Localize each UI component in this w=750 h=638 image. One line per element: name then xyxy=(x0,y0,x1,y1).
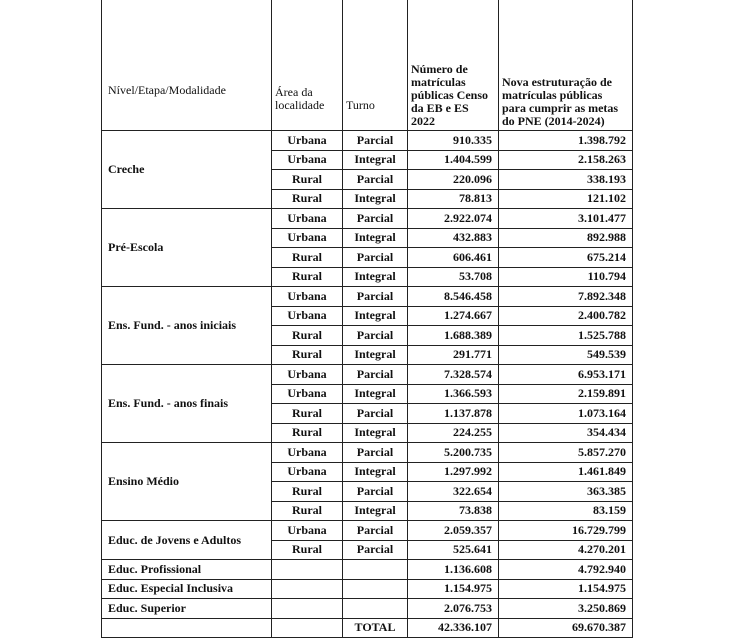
turno-cell: Integral xyxy=(343,228,408,248)
area-cell: Urbana xyxy=(272,228,343,248)
pne-cell: 4.792.940 xyxy=(499,560,633,580)
area-cell: Rural xyxy=(272,540,343,560)
census-cell: 1.688.389 xyxy=(408,326,499,346)
pne-cell: 1.525.788 xyxy=(499,326,633,346)
table-body xyxy=(102,131,633,638)
level-cell: Ensino Médio xyxy=(102,443,272,521)
level-cell: Educ. Superior xyxy=(102,599,272,619)
area-cell: Urbana xyxy=(272,365,343,385)
turno-cell: Integral xyxy=(343,306,408,326)
level-cell: Creche xyxy=(102,131,272,209)
total-empty-level xyxy=(102,618,272,638)
header-level: Nível/Etapa/Modalidade xyxy=(102,0,272,131)
table-row xyxy=(102,560,633,580)
turno-cell: Integral xyxy=(343,345,408,365)
pne-cell: 1.154.975 xyxy=(499,579,633,599)
level-cell: Educ. de Jovens e Adultos xyxy=(102,521,272,560)
pne-cell: 675.214 xyxy=(499,248,633,268)
pne-cell: 2.158.263 xyxy=(499,150,633,170)
header-census-2022: Número de matrículas públicas Censo da EB e ES 2022 xyxy=(408,0,499,131)
turno-cell: Parcial xyxy=(343,482,408,502)
pne-cell: 110.794 xyxy=(499,267,633,287)
total-pne: 69.670.387 xyxy=(499,618,633,638)
turno-cell: Parcial xyxy=(343,443,408,463)
turno-cell xyxy=(343,599,408,619)
census-cell: 78.813 xyxy=(408,189,499,209)
pne-cell: 5.857.270 xyxy=(499,443,633,463)
pne-cell: 16.729.799 xyxy=(499,521,633,541)
header-turno: Turno xyxy=(343,0,408,131)
pne-cell: 121.102 xyxy=(499,189,633,209)
area-cell: Urbana xyxy=(272,443,343,463)
census-cell: 5.200.735 xyxy=(408,443,499,463)
census-cell: 1.404.599 xyxy=(408,150,499,170)
area-cell: Urbana xyxy=(272,209,343,229)
area-cell: Rural xyxy=(272,482,343,502)
area-cell: Urbana xyxy=(272,306,343,326)
enrollment-table xyxy=(101,0,633,638)
turno-cell: Integral xyxy=(343,384,408,404)
pne-cell: 7.892.348 xyxy=(499,287,633,307)
census-cell: 1.137.878 xyxy=(408,404,499,424)
table-row xyxy=(102,365,633,385)
area-cell: Urbana xyxy=(272,150,343,170)
turno-cell: Parcial xyxy=(343,326,408,346)
area-cell xyxy=(272,599,343,619)
pne-cell: 549.539 xyxy=(499,345,633,365)
area-cell: Rural xyxy=(272,423,343,443)
turno-cell: Parcial xyxy=(343,521,408,541)
table-row xyxy=(102,131,633,151)
census-cell: 7.328.574 xyxy=(408,365,499,385)
census-cell: 73.838 xyxy=(408,501,499,521)
pne-cell: 3.250.869 xyxy=(499,599,633,619)
header-area: Área da localidade xyxy=(272,0,343,131)
census-cell: 1.154.975 xyxy=(408,579,499,599)
area-cell: Rural xyxy=(272,404,343,424)
census-cell: 224.255 xyxy=(408,423,499,443)
census-cell: 220.096 xyxy=(408,170,499,190)
census-cell: 606.461 xyxy=(408,248,499,268)
pne-cell: 338.193 xyxy=(499,170,633,190)
area-cell: Rural xyxy=(272,248,343,268)
area-cell: Rural xyxy=(272,189,343,209)
census-cell: 525.641 xyxy=(408,540,499,560)
census-cell: 1.136.608 xyxy=(408,560,499,580)
level-cell: Ens. Fund. - anos iniciais xyxy=(102,287,272,365)
census-cell: 1.297.992 xyxy=(408,462,499,482)
turno-cell xyxy=(343,579,408,599)
total-empty-area xyxy=(272,618,343,638)
turno-cell xyxy=(343,560,408,580)
level-cell: Educ. Profissional xyxy=(102,560,272,580)
table-row xyxy=(102,599,633,619)
area-cell: Urbana xyxy=(272,287,343,307)
area-cell: Urbana xyxy=(272,384,343,404)
area-cell: Rural xyxy=(272,345,343,365)
pne-cell: 2.400.782 xyxy=(499,306,633,326)
turno-cell: Parcial xyxy=(343,209,408,229)
pne-cell: 1.398.792 xyxy=(499,131,633,151)
total-census: 42.336.107 xyxy=(408,618,499,638)
pne-cell: 1.461.849 xyxy=(499,462,633,482)
turno-cell: Integral xyxy=(343,501,408,521)
pne-cell: 363.385 xyxy=(499,482,633,502)
area-cell: Rural xyxy=(272,501,343,521)
pne-cell: 2.159.891 xyxy=(499,384,633,404)
census-cell: 2.922.074 xyxy=(408,209,499,229)
turno-cell: Parcial xyxy=(343,131,408,151)
census-cell: 1.274.667 xyxy=(408,306,499,326)
level-cell: Pré-Escola xyxy=(102,209,272,287)
census-cell: 322.654 xyxy=(408,482,499,502)
total-label: TOTAL xyxy=(343,618,408,638)
area-cell: Rural xyxy=(272,326,343,346)
area-cell xyxy=(272,579,343,599)
table-row xyxy=(102,443,633,463)
pne-cell: 892.988 xyxy=(499,228,633,248)
turno-cell: Parcial xyxy=(343,170,408,190)
pne-cell: 83.159 xyxy=(499,501,633,521)
area-cell: Urbana xyxy=(272,131,343,151)
census-cell: 2.059.357 xyxy=(408,521,499,541)
turno-cell: Parcial xyxy=(343,248,408,268)
census-cell: 53.708 xyxy=(408,267,499,287)
level-cell: Ens. Fund. - anos finais xyxy=(102,365,272,443)
total-row xyxy=(102,618,633,638)
census-cell: 2.076.753 xyxy=(408,599,499,619)
turno-cell: Integral xyxy=(343,423,408,443)
area-cell xyxy=(272,560,343,580)
pne-cell: 4.270.201 xyxy=(499,540,633,560)
pne-cell: 354.434 xyxy=(499,423,633,443)
turno-cell: Parcial xyxy=(343,365,408,385)
area-cell: Urbana xyxy=(272,462,343,482)
census-cell: 1.366.593 xyxy=(408,384,499,404)
turno-cell: Integral xyxy=(343,462,408,482)
header-pne-structure: Nova estruturação de matrículas públicas para cumprir as metas do PNE (2014-2024) xyxy=(499,0,633,131)
table-row xyxy=(102,521,633,541)
census-cell: 291.771 xyxy=(408,345,499,365)
turno-cell: Parcial xyxy=(343,404,408,424)
pne-cell: 6.953.171 xyxy=(499,365,633,385)
census-cell: 432.883 xyxy=(408,228,499,248)
pne-cell: 3.101.477 xyxy=(499,209,633,229)
table-row xyxy=(102,579,633,599)
area-cell: Rural xyxy=(272,267,343,287)
table-row xyxy=(102,287,633,307)
turno-cell: Integral xyxy=(343,189,408,209)
level-cell: Educ. Especial Inclusiva xyxy=(102,579,272,599)
turno-cell: Parcial xyxy=(343,540,408,560)
turno-cell: Integral xyxy=(343,267,408,287)
turno-cell: Parcial xyxy=(343,287,408,307)
area-cell: Urbana xyxy=(272,521,343,541)
table-row xyxy=(102,209,633,229)
header-row xyxy=(102,0,633,131)
area-cell: Rural xyxy=(272,170,343,190)
census-cell: 910.335 xyxy=(408,131,499,151)
pne-cell: 1.073.164 xyxy=(499,404,633,424)
turno-cell: Integral xyxy=(343,150,408,170)
census-cell: 8.546.458 xyxy=(408,287,499,307)
